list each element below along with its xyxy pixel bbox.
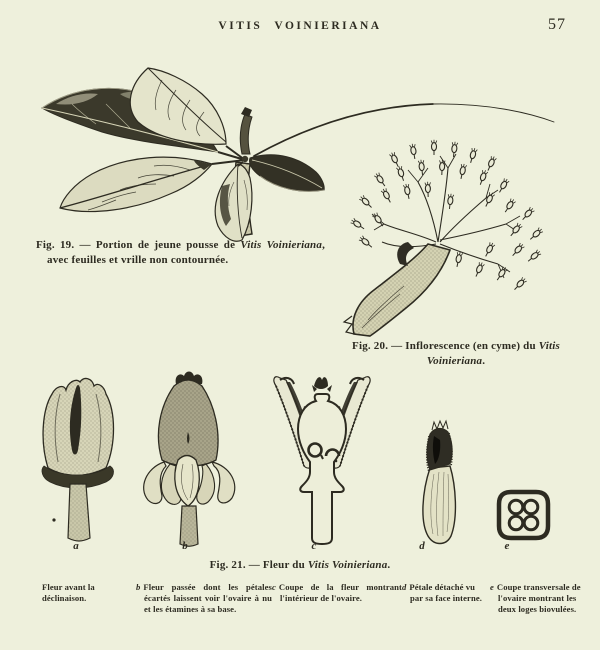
fig20-caption-label: Fig. 20. — bbox=[352, 340, 406, 352]
legend-c-letter: c bbox=[272, 582, 276, 592]
fig21-letter-c: c bbox=[311, 540, 317, 552]
fig21-letter-b: b bbox=[182, 540, 188, 552]
species-name: Vitis Voinieriana bbox=[307, 559, 388, 571]
legend-a: Fleur avant la déclinaison. bbox=[42, 582, 95, 604]
fig21-caption-label: Fig. 21. — bbox=[209, 559, 263, 571]
legend-e-letter: e bbox=[490, 582, 494, 592]
fig20-inflorescence-drawing bbox=[338, 140, 566, 340]
legend-d-letter: d bbox=[402, 582, 407, 592]
flower-c-section bbox=[274, 377, 370, 544]
legend-e: e Coupe transversale de l'ovaire montrant les deux loges biovulées. bbox=[490, 582, 581, 615]
fig19-caption-label: Fig. 19. — bbox=[36, 239, 96, 251]
fig21-letter-d: d bbox=[419, 540, 425, 552]
page-title: VITIS VOINIERIANA bbox=[218, 20, 382, 32]
species-name: Vitis Voinieriana bbox=[426, 340, 560, 367]
flower-d-petal bbox=[423, 421, 456, 544]
flower-a-bud bbox=[42, 379, 114, 541]
legend-c: c Coupe de la fleur montrant l'intérieur de l'ovaire. bbox=[272, 582, 402, 604]
legend-b: b Fleur passée dont les pétales écartés laissent voir l'ovaire à nu et les étamines à sa base. bbox=[136, 582, 272, 615]
fig21-letter-e: e bbox=[504, 540, 510, 552]
fig19-caption: Fig. 19. — Portion de jeune pousse de Vitis Voinieriana, avec feuilles et vrille non contournée. bbox=[36, 239, 326, 266]
flower-e-ovary-section bbox=[499, 492, 548, 538]
inflorescence-stalk bbox=[344, 242, 450, 336]
fig21-flower-details-drawing bbox=[30, 368, 575, 546]
legend-b-letter: b bbox=[136, 582, 141, 592]
fig20-caption: Fig. 20. — Inflorescence (en cyme) du Vitis Voinieriana. bbox=[352, 340, 560, 367]
flower-b-petals-open bbox=[144, 372, 235, 547]
leaf-right bbox=[249, 155, 324, 191]
species-name: Vitis Voinieriana bbox=[240, 239, 323, 251]
fig21-letter-a: a bbox=[73, 540, 79, 552]
legend-d: d Pétale détaché vu par sa face interne. bbox=[402, 582, 483, 604]
leaf-lower-left bbox=[60, 157, 212, 211]
fig21-caption: Fig. 21. — Fleur du Vitis Voinieriana. bbox=[209, 559, 391, 571]
page-number: 57 bbox=[548, 16, 566, 33]
flower-cluster bbox=[350, 140, 544, 292]
leaf-bottom bbox=[215, 164, 252, 241]
